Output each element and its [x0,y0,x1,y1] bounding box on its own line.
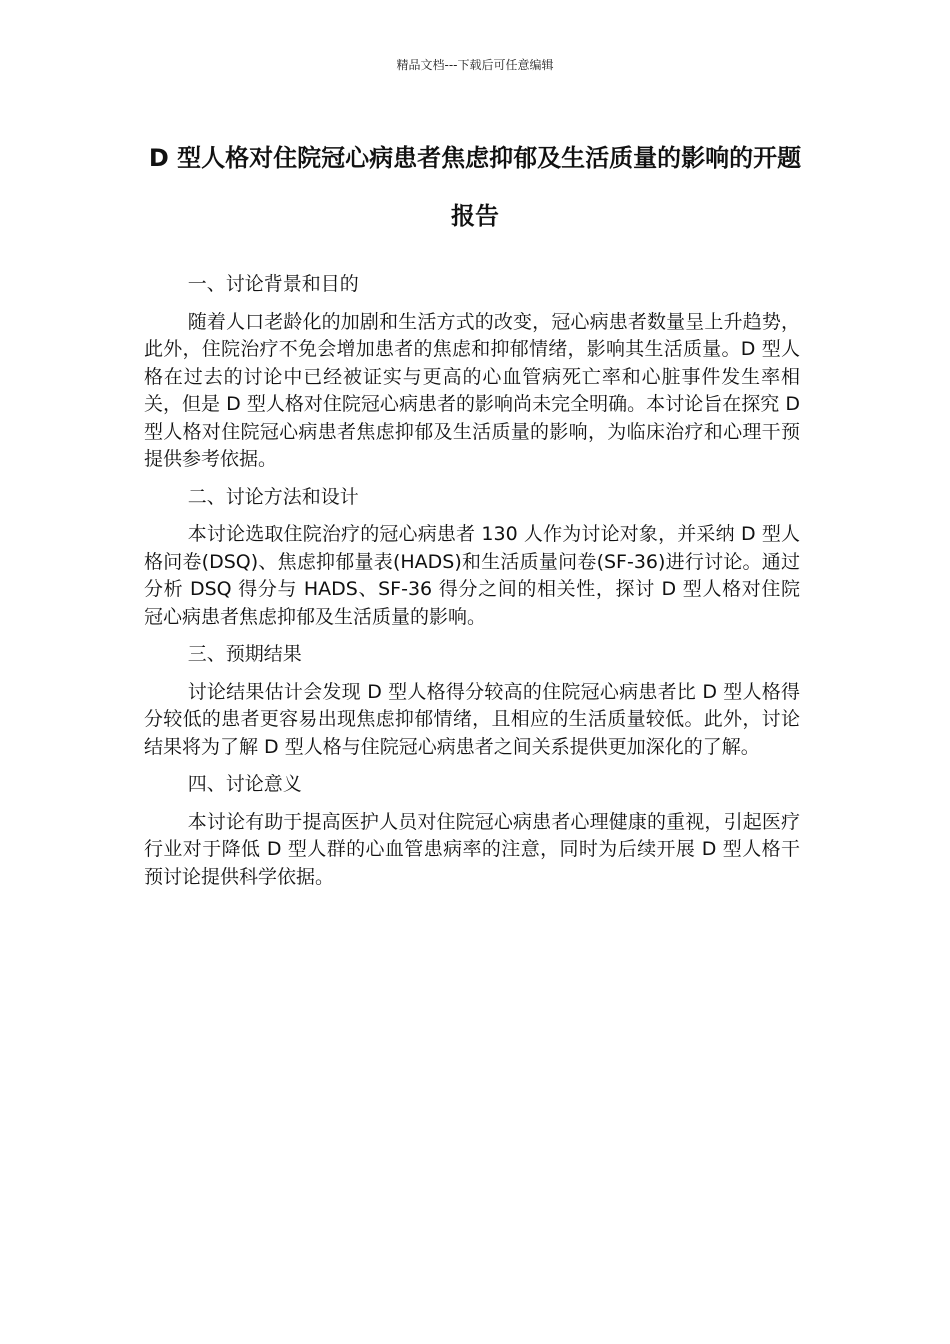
section-heading-methods: 二、讨论方法和设计 [187,485,359,508]
section-paragraph-methods: 本讨论选取住院治疗的冠心病患者 130 人作为讨论对象，并采纳 D 型人格问卷(DSQ)、焦虑抑郁量表(HADS)和生活质量问卷(SF-36)进行讨论。通过分析 DSQ 得分与 HADS、SF-36 得分之间的相关性，探讨 D 型人格对住院冠心病患者焦虑抑郁及生活质量的影响。 [144,523,800,628]
page-header: 精品文档---下载后可任意编辑 [396,58,554,72]
section-paragraph-expected-results: 讨论结果估计会发现 D 型人格得分较高的住院冠心病患者比 D 型人格得分较低的患者更容易出现焦虑抑郁情绪，且相应的生活质量较低。此外，讨论结果将为了解 D 型人格与住院冠心病患者之间关系提供更加深化的了解。 [144,680,800,758]
section-heading-expected-results: 三、预期结果 [187,643,302,665]
section-paragraph-significance: 本讨论有助于提高医护人员对住院冠心病患者心理健康的重视，引起医疗行业对于降低 D 型人群的心血管患病率的注意，同时为后续开展 D 型人格干预讨论提供科学依据。 [144,810,800,888]
document-body [144,271,800,901]
document-title: D 型人格对住院冠心病患者焦虑抑郁及生活质量的影响的开题报告 [148,144,802,230]
section-heading-background: 一、讨论背景和目的 [187,273,359,295]
section-heading-significance: 四、讨论意义 [187,773,302,795]
section-paragraph-background: 随着人口老龄化的加剧和生活方式的改变，冠心病患者数量呈上升趋势，此外，住院治疗不免会增加患者的焦虑和抑郁情绪，影响其生活质量。D 型人格在过去的讨论中已经被证实与更高的心血管病死亡率和心脏事件发生率相关，但是 D 型人格对住院冠心病患者的影响尚未完全明确。本讨论旨在探究 D 型人格对住院冠心病患者焦虑抑郁及生活质量的影响，为临床治疗和心理干预提供参考依据。 [144,310,800,470]
